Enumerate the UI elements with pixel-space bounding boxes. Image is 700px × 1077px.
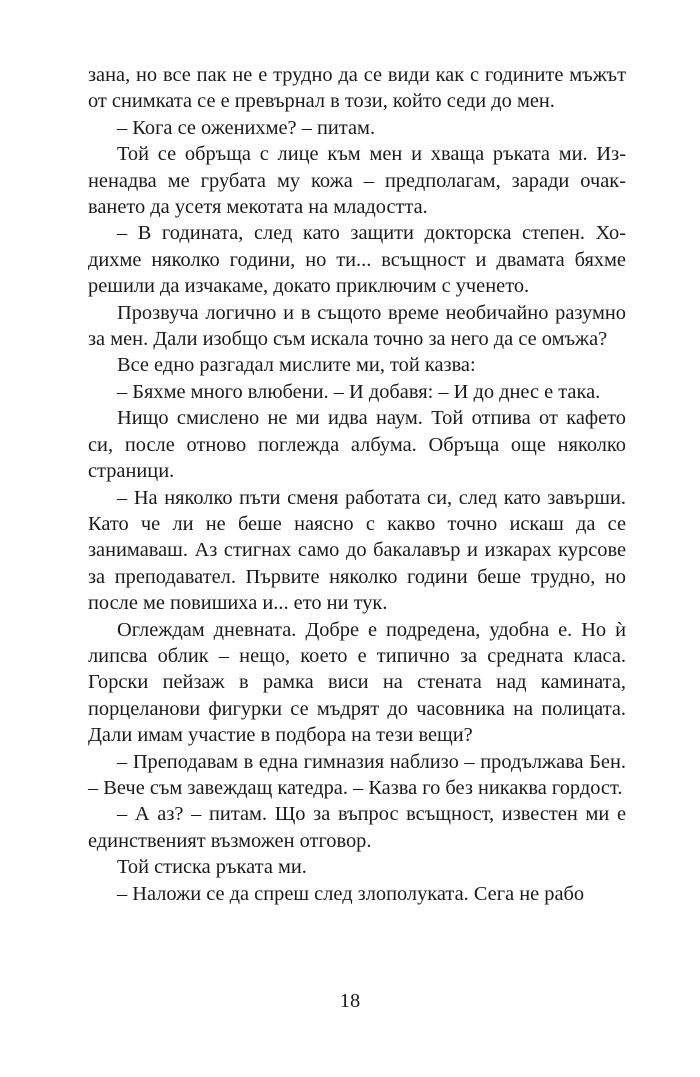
paragraph-dialogue: – Бяхме много влюбени. – И добавя: – И до днес е така.: [117, 380, 601, 403]
paragraph-dialogue: – Кога се оженихме? – питам.: [117, 116, 376, 139]
paragraph: Той стиска ръката ми.: [117, 856, 307, 879]
paragraph-dialogue: – Преподавам в една гимназия наблизо – продължава Бен. – Вече съм завеждащ катедра. – Казва го без никаква гордост.: [88, 750, 626, 799]
paragraph: Все едно разгадал мислите ми, той казва:: [117, 354, 476, 377]
paragraph-dialogue: – А аз? – питам. Що за въпрос всъщност, известен ми е единственият възможен отговор.: [88, 803, 626, 852]
book-page-text: [88, 62, 626, 907]
paragraph-dialogue: – В годината, след като защити докторска степен. Ходихме няколко години, но ти... всъщност и двамата бяхме решили да изчакаме, докато приключим с ученето.: [88, 222, 626, 298]
paragraph-dialogue: – Наложи се да спреш след злополуката. Сега не рабо: [117, 882, 585, 905]
page-number: 18: [339, 990, 361, 1012]
paragraph: Той се обръща с лице към мен и хваща ръката ми. Изненадва ме грубата му кожа – предполагам, заради очакването да усетя мекотата на младостта.: [88, 143, 626, 219]
paragraph: Нищо смислено не ми идва наум. Той отпива от кафето си, после отново поглежда албума. Обръща още няколко страници.: [88, 407, 626, 483]
paragraph-dialogue: – На няколко пъти сменя работата си, след като завърши. Като че ли не беше наясно с какво точно искаш да се занимаваш. Аз стигнах само до бакалавър и изкарах курсове за преподавател. Първите няколко години беше трудно, но после ме повишиха и... ето ни тук.: [88, 486, 626, 615]
paragraph-continuation: зана, но все пак не е трудно да се види как с годините мъжът от снимката се е превърнал в този, който седи до мен.: [88, 64, 626, 113]
paragraph: Оглеждам дневната. Добре е подредена, удобна е. Но ѝ липсва облик – нещо, което е типично за средната класа. Горски пейзаж в рамка виси на стената над камината, порцеланови фигурки се мъдрят до часовника на полицата. Дали имам участие в подбора на тези вещи?: [88, 618, 626, 747]
paragraph: Прозвуча логично и в същото време необичайно разумно за мен. Дали изобщо съм искала точно за него да се омъжа?: [88, 301, 626, 351]
